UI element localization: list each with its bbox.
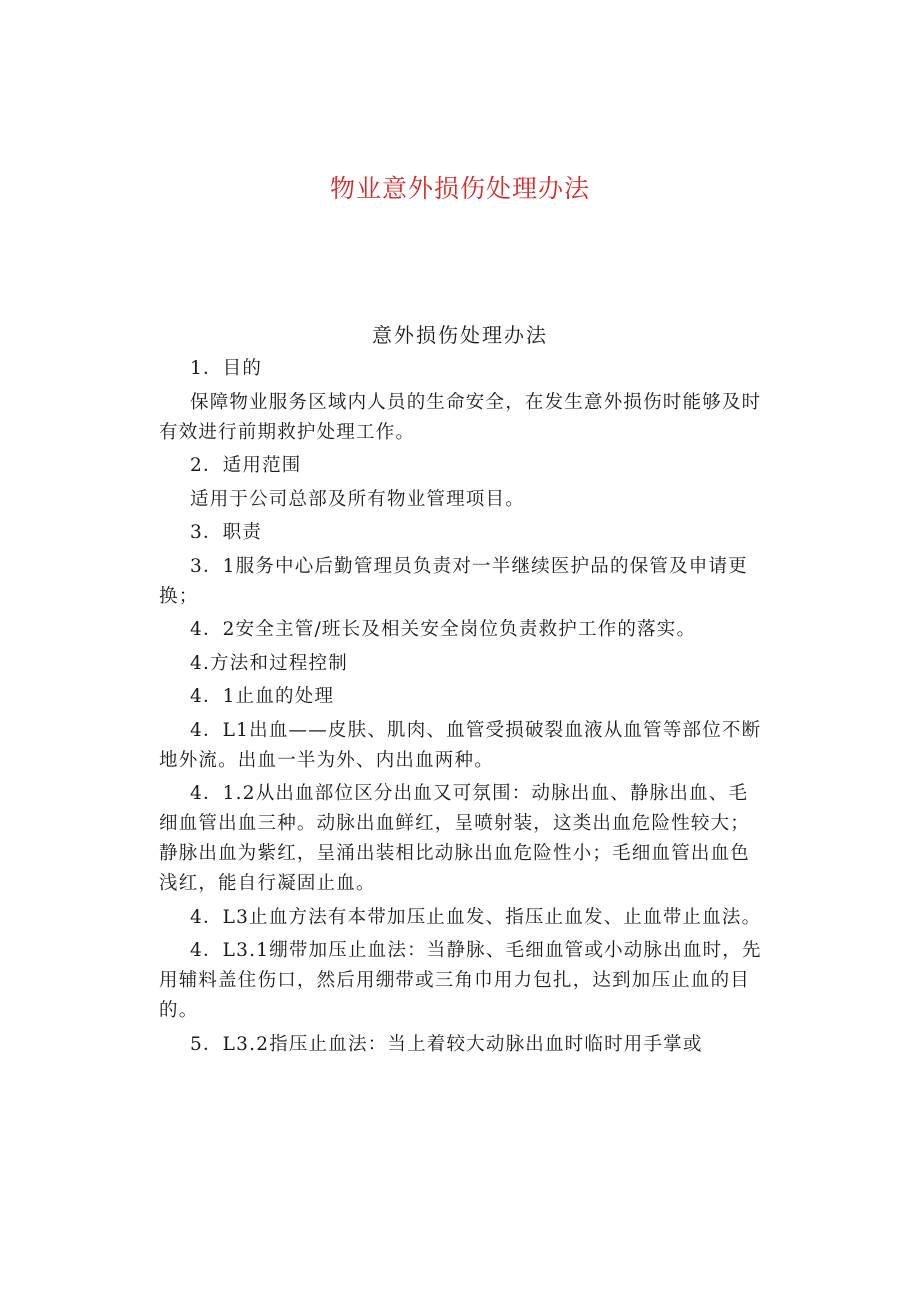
- document-title: 物业意外损伤处理办法: [329, 174, 590, 203]
- section-heading-purpose: 1．目的: [190, 358, 263, 379]
- subsection-heading-bleeding: 4．1止血的处理: [190, 686, 335, 707]
- document-subtitle: 意外损伤处理办法: [372, 323, 548, 347]
- paragraph-hemostasis-methods: 4．L3止血方法有本带加压止血发、指压止血发、止血带止血法。: [190, 906, 762, 928]
- paragraph-scope: 适用于公司总部及所有物业管理项目。: [190, 488, 525, 510]
- paragraph-finger-pressure: 5．L3.2指压止血法：当上着较大动脉出血时临时用手掌或: [190, 1033, 703, 1055]
- document-body: [159, 354, 763, 1063]
- paragraph-bandage-pressure: 4．L3.1绷带加压止血法：当静脉、毛细血管或小动脉出血时，先用辅料盖住伤口，然后用绷带或三角巾用力包扎，达到加压止血的目的。: [159, 940, 762, 1021]
- paragraph-purpose: 保障物业服务区域内人员的生命安全，在发生意外损伤时能够及时有效进行前期救护处理工作。: [159, 391, 762, 443]
- paragraph-bleeding-definition: 4．L1出血——皮肤、肌肉、血管受损破裂血液从血管等部位不断地外流。出血一半为外、内出血两种。: [159, 719, 762, 771]
- paragraph-responsibility-1: 3．1服务中心后勤管理员负责对一半继续医护品的保管及申请更换；: [159, 555, 748, 607]
- paragraph-responsibility-2: 4．2安全主管/班长及相关安全岗位负责救护工作的落实。: [190, 619, 697, 640]
- section-heading-scope: 2．适用范围: [190, 455, 302, 476]
- section-heading-methods: 4.方法和过程控制: [190, 652, 348, 674]
- paragraph-bleeding-types: 4．1.2从出血部位区分出血又可氛围：动脉出血、静脉出血、毛细血管出血三种。动脉出血鲜红，呈喷射装，这类出血危险性较大；静脉出血为紫红，呈涌出装相比动脉出血危险性小；毛细血管出血色浅红，能自行凝固止血。: [159, 783, 751, 894]
- section-heading-responsibilities: 3．职责: [190, 522, 263, 543]
